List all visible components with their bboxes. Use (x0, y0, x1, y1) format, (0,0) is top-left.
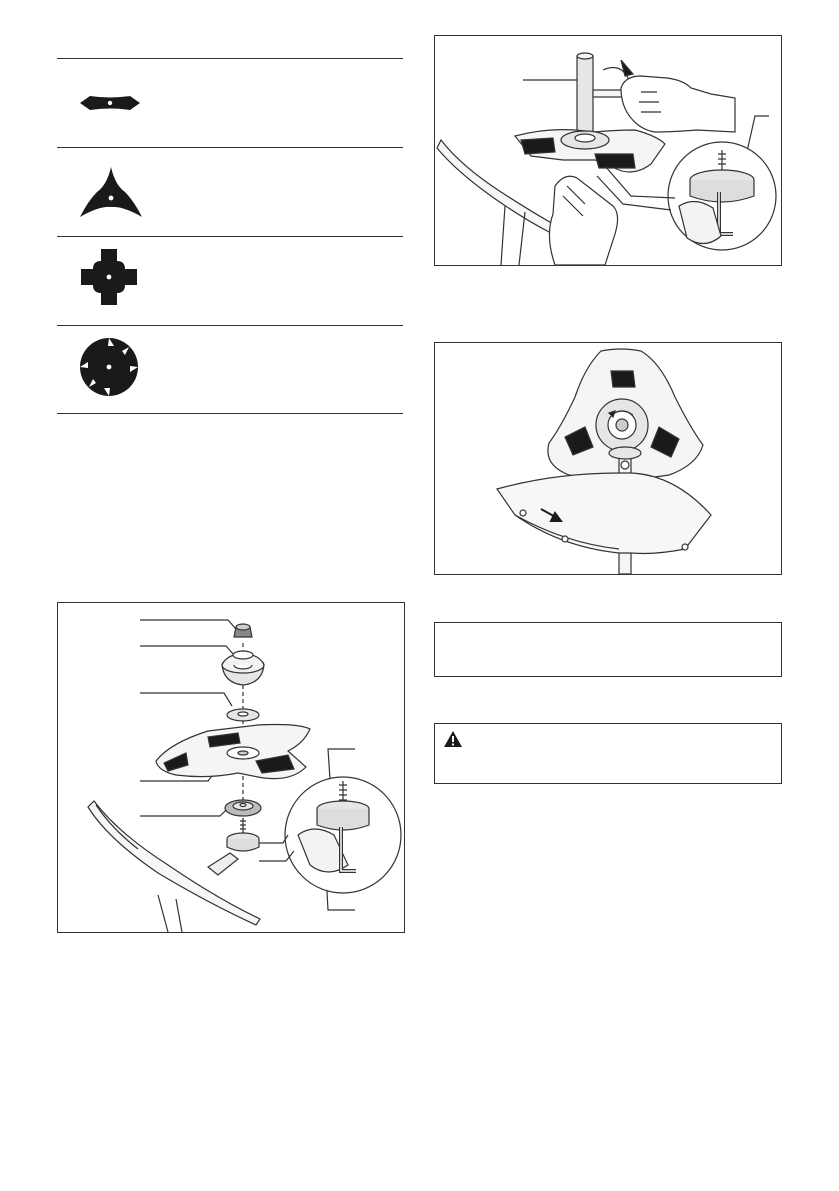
nut-tightening-diagram (434, 35, 782, 266)
blade-rotation-direction-diagram (434, 342, 782, 575)
warning-triangle-icon (443, 730, 463, 748)
warning-box (434, 723, 782, 784)
blade-assembly-exploded-diagram (57, 602, 405, 933)
circular-saw-blade-icon (78, 336, 140, 398)
table-rule (57, 58, 403, 59)
note-box (434, 622, 782, 677)
two-tooth-blade-icon (78, 88, 142, 118)
table-rule (57, 413, 403, 414)
three-tooth-blade-icon (78, 165, 144, 221)
table-rule (57, 147, 403, 148)
table-rule (57, 236, 403, 237)
four-tooth-blade-icon (79, 247, 139, 307)
table-rule (57, 325, 403, 326)
